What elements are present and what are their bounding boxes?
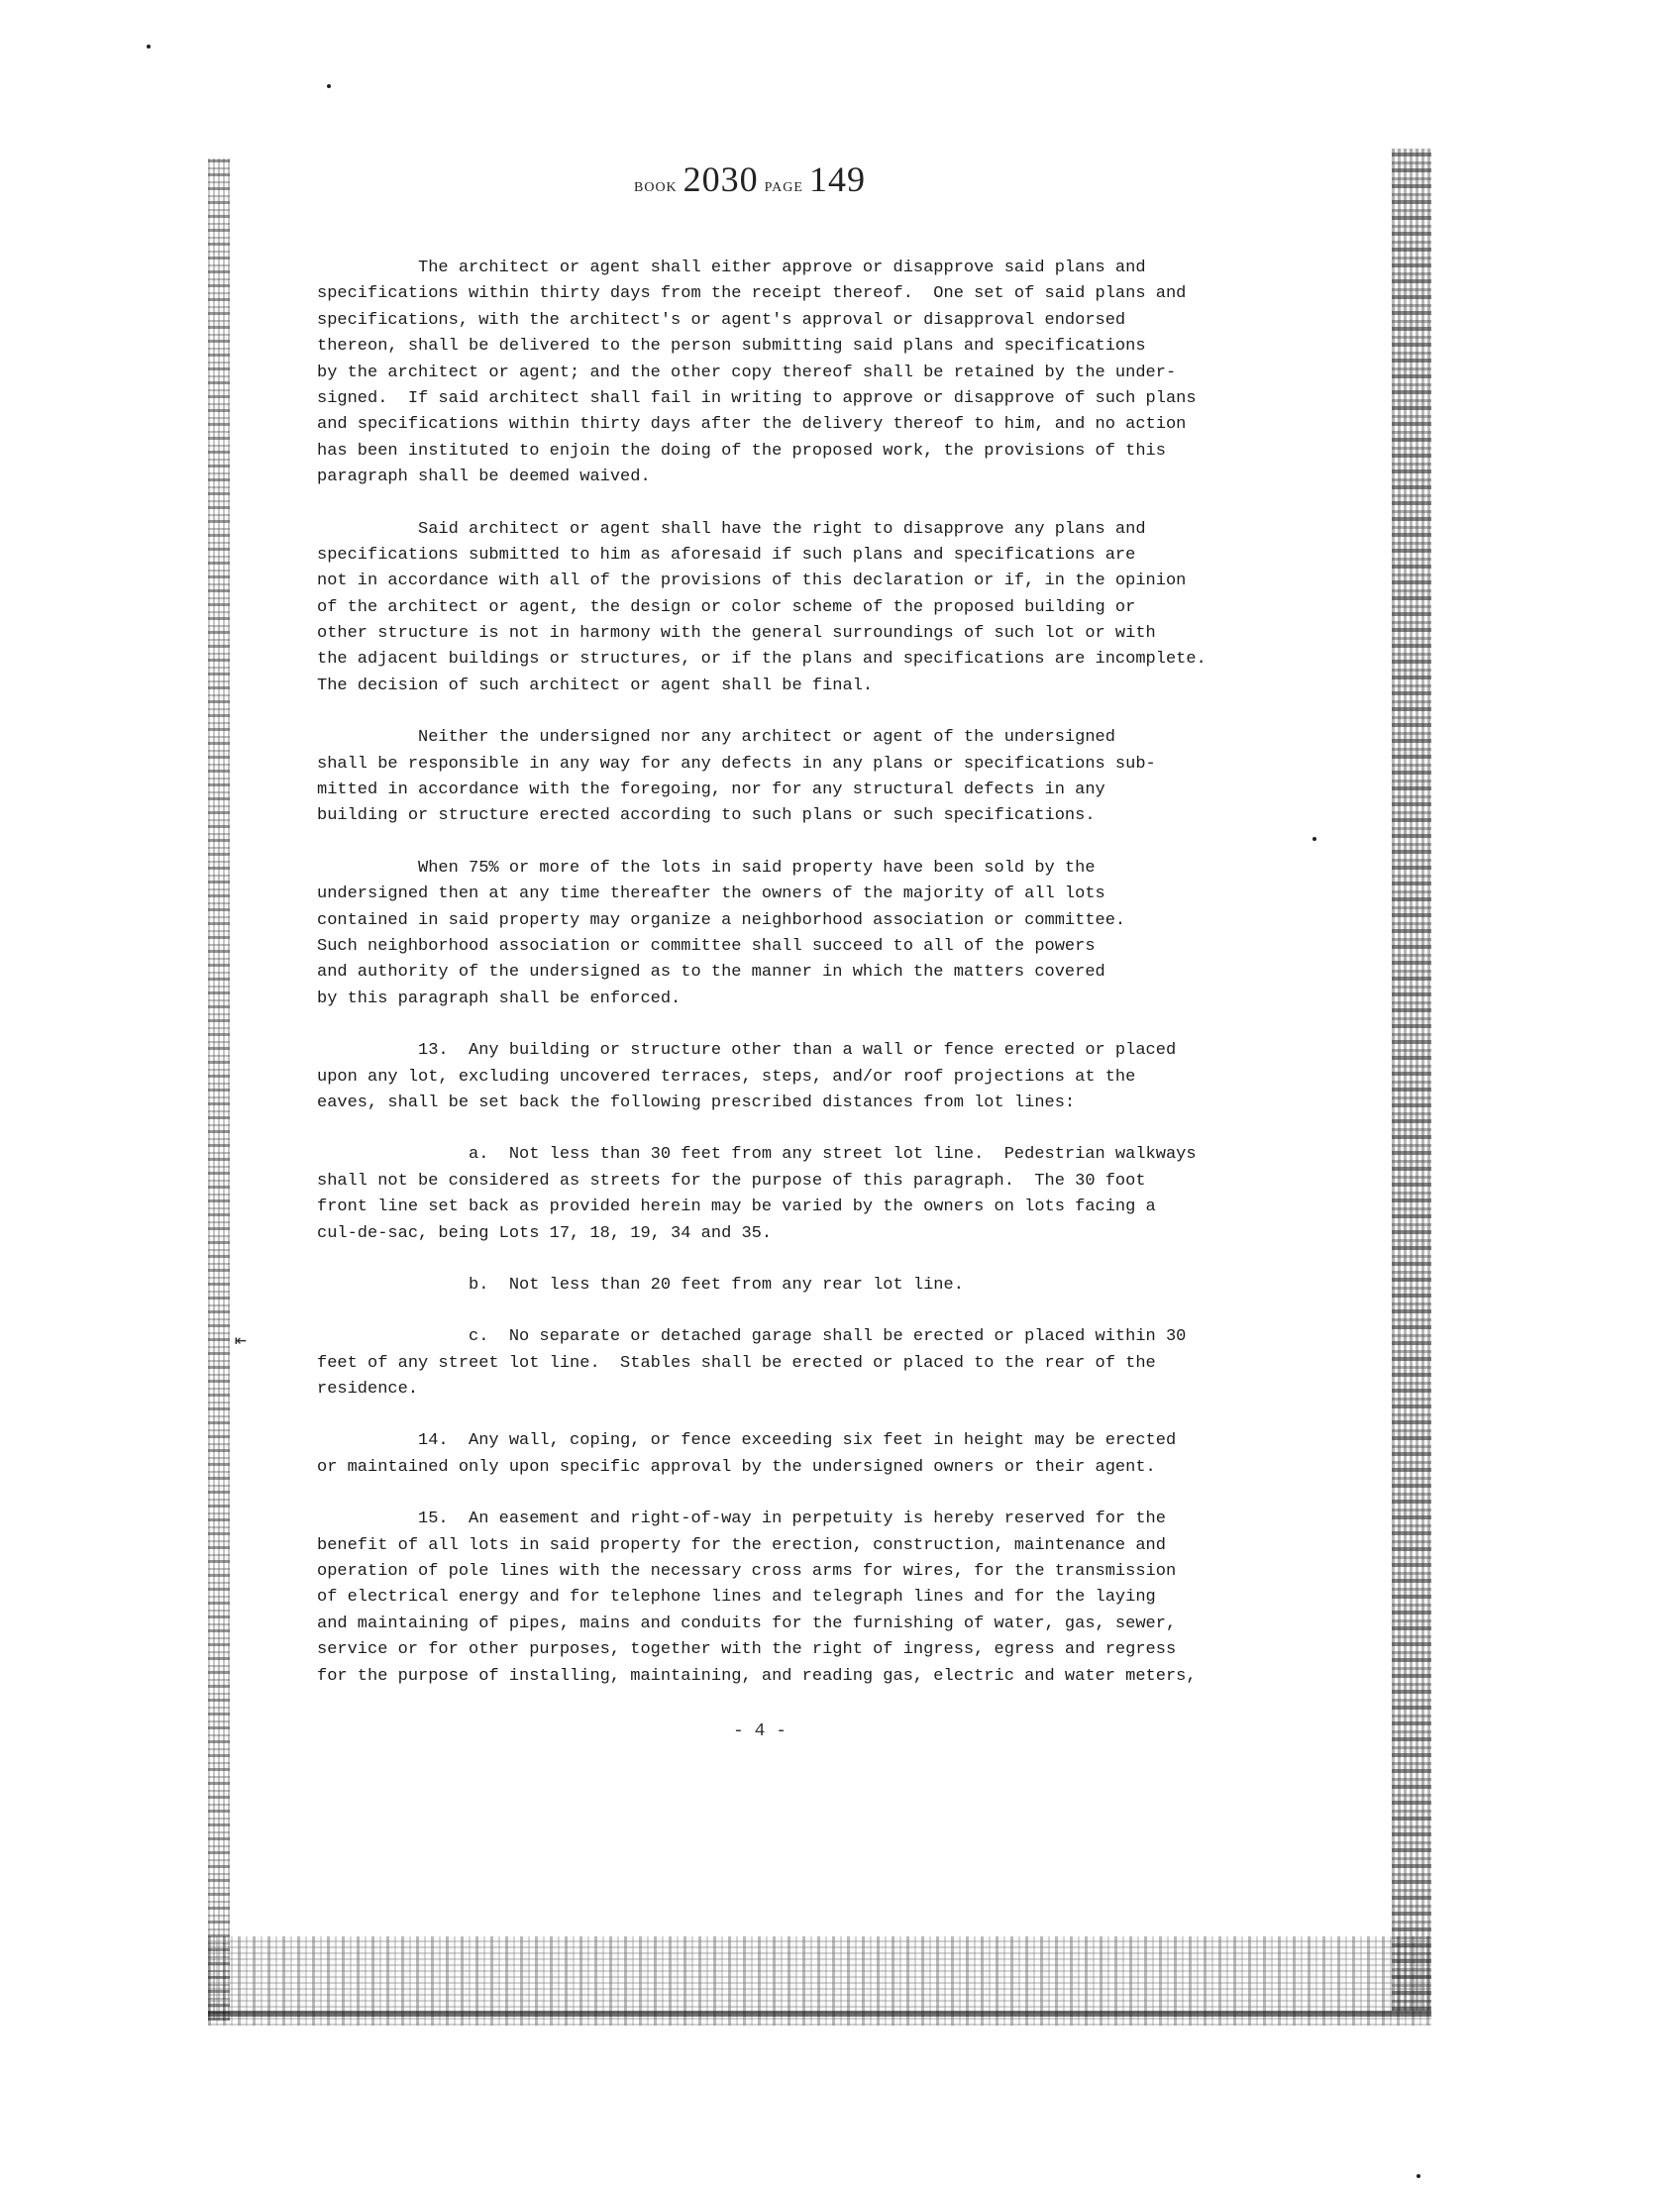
- paragraph-line: specifications within thirty days from the receipt thereof. One set of said plans and: [317, 284, 1187, 304]
- paragraph-line: The decision of such architect or agent shall be final.: [317, 676, 874, 695]
- paragraph: [317, 1507, 1347, 1690]
- paragraph-line: specifications submitted to him as aforesaid if such plans and specifications are: [317, 545, 1136, 565]
- paragraph: [317, 1428, 1347, 1481]
- paragraph-line: a. Not less than 30 feet from any street lot line. Pedestrian walkways: [317, 1145, 1197, 1165]
- document-body: [317, 256, 1347, 1716]
- paragraph-line: of electrical energy and for telephone lines and telegraph lines and for the laying: [317, 1588, 1156, 1608]
- paragraph-line: Said architect or agent shall have the right to disapprove any plans and: [317, 519, 1146, 539]
- page-number: 149: [808, 159, 866, 199]
- paragraph-line: operation of pole lines with the necessary cross arms for wires, for the transmission: [317, 1562, 1177, 1582]
- scan-edge-right: [1392, 149, 1431, 2011]
- paragraph-line: mitted in accordance with the foregoing, nor for any structural defects in any: [317, 781, 1105, 800]
- paragraph-line: residence.: [317, 1380, 419, 1400]
- book-page-header: [634, 158, 866, 200]
- paragraph-line: undersigned then at any time thereafter the owners of the majority of all lots: [317, 885, 1105, 904]
- paragraph-line: specifications, with the architect's or agent's approval or disapproval endorsed: [317, 310, 1126, 330]
- paragraph: [317, 256, 1347, 491]
- paragraph-line: front line set back as provided herein may be varied by the owners on lots facing a: [317, 1198, 1156, 1217]
- paragraph-line: of the architect or agent, the design or color scheme of the proposed building or: [317, 597, 1136, 617]
- paragraph-line: and maintaining of pipes, mains and conduits for the furnishing of water, gas, sewer,: [317, 1614, 1177, 1633]
- paragraph-line: c. No separate or detached garage shall be erected or placed within 30: [317, 1327, 1187, 1347]
- paragraph-line: 13. Any building or structure other than a wall or fence erected or placed: [317, 1041, 1177, 1061]
- paragraph-line: eaves, shall be set back the following prescribed distances from lot lines:: [317, 1093, 1076, 1112]
- paragraph: [317, 856, 1347, 1012]
- paragraph: [317, 1142, 1347, 1247]
- paragraph-line: benefit of all lots in said property for the erection, construction, maintenance and: [317, 1535, 1166, 1555]
- paragraph-line: Neither the undersigned nor any architect or agent of the undersigned: [317, 728, 1115, 748]
- book-number: 2030: [682, 159, 759, 199]
- paragraph-line: signed. If said architect shall fail in writing to approve or disapprove of such plans: [317, 388, 1197, 408]
- paragraph-line: 14. Any wall, coping, or fence exceeding six feet in height may be erected: [317, 1431, 1177, 1451]
- paragraph-line: b. Not less than 20 feet from any rear lot line.: [317, 1275, 964, 1295]
- paragraph: [317, 725, 1347, 830]
- paragraph-line: contained in said property may organize a neighborhood association or committee.: [317, 910, 1126, 930]
- paragraph: [317, 1324, 1347, 1403]
- paragraph-line: feet of any street lot line. Stables shall be erected or placed to the rear of the: [317, 1353, 1156, 1373]
- paragraph-line: and authority of the undersigned as to the manner in which the matters covered: [317, 963, 1105, 983]
- paragraph-line: paragraph shall be deemed waived.: [317, 468, 651, 487]
- paragraph-line: not in accordance with all of the provisions of this declaration or if, in the opinion: [317, 572, 1187, 591]
- scan-edge-bottom-line: [208, 2011, 1431, 2017]
- paragraph-line: thereon, shall be delivered to the person submitting said plans and specifications: [317, 337, 1146, 357]
- paragraph-line: by this paragraph shall be enforced.: [317, 989, 682, 1008]
- paragraph-line: cul-de-sac, being Lots 17, 18, 19, 34 and 35.: [317, 1223, 773, 1243]
- paragraph-line: building or structure erected according to such plans or such specifications.: [317, 806, 1096, 826]
- paragraph-line: 15. An easement and right-of-way in perpetuity is hereby reserved for the: [317, 1510, 1166, 1529]
- scan-edge-left: [208, 158, 230, 2021]
- paragraph-line: The architect or agent shall either approve or disapprove said plans and: [317, 259, 1146, 277]
- paragraph-line: by the architect or agent; and the other copy thereof shall be retained by the under-: [317, 363, 1177, 382]
- paragraph: [317, 1273, 1347, 1299]
- scan-speck: [147, 45, 151, 49]
- paragraph-line: When 75% or more of the lots in said property have been sold by the: [317, 858, 1096, 878]
- paragraph-line: the adjacent buildings or structures, or if the plans and specifications are incomplete.: [317, 650, 1207, 670]
- margin-arrow-mark: ⇤: [235, 1330, 248, 1353]
- book-prefix: BOOK: [634, 180, 678, 195]
- paragraph-line: other structure is not in harmony with the general surroundings of such lot or with: [317, 624, 1156, 644]
- scan-speck: [1417, 2174, 1420, 2178]
- paragraph-line: shall be responsible in any way for any defects in any plans or specifications sub-: [317, 754, 1156, 774]
- paragraph-line: has been instituted to enjoin the doing of the proposed work, the provisions of this: [317, 441, 1166, 461]
- paragraph-line: Such neighborhood association or committee shall succeed to all of the powers: [317, 936, 1096, 956]
- paragraph-line: shall not be considered as streets for the purpose of this paragraph. The 30 foot: [317, 1171, 1146, 1191]
- paragraph: [317, 1038, 1347, 1116]
- page-prefix: PAGE: [764, 180, 803, 195]
- paragraph-line: and specifications within thirty days after the delivery thereof to him, and no action: [317, 415, 1187, 435]
- paragraph-line: or maintained only upon specific approval by the undersigned owners or their agent.: [317, 1457, 1156, 1477]
- paragraph: [317, 517, 1347, 700]
- scan-speck: [327, 84, 331, 88]
- paragraph-line: upon any lot, excluding uncovered terraces, steps, and/or roof projections at the: [317, 1067, 1136, 1087]
- paragraph-line: for the purpose of installing, maintaining, and reading gas, electric and water meters,: [317, 1666, 1197, 1686]
- paragraph-line: service or for other purposes, together with the right of ingress, egress and regress: [317, 1640, 1177, 1660]
- page-footer: - 4 -: [733, 1721, 788, 1741]
